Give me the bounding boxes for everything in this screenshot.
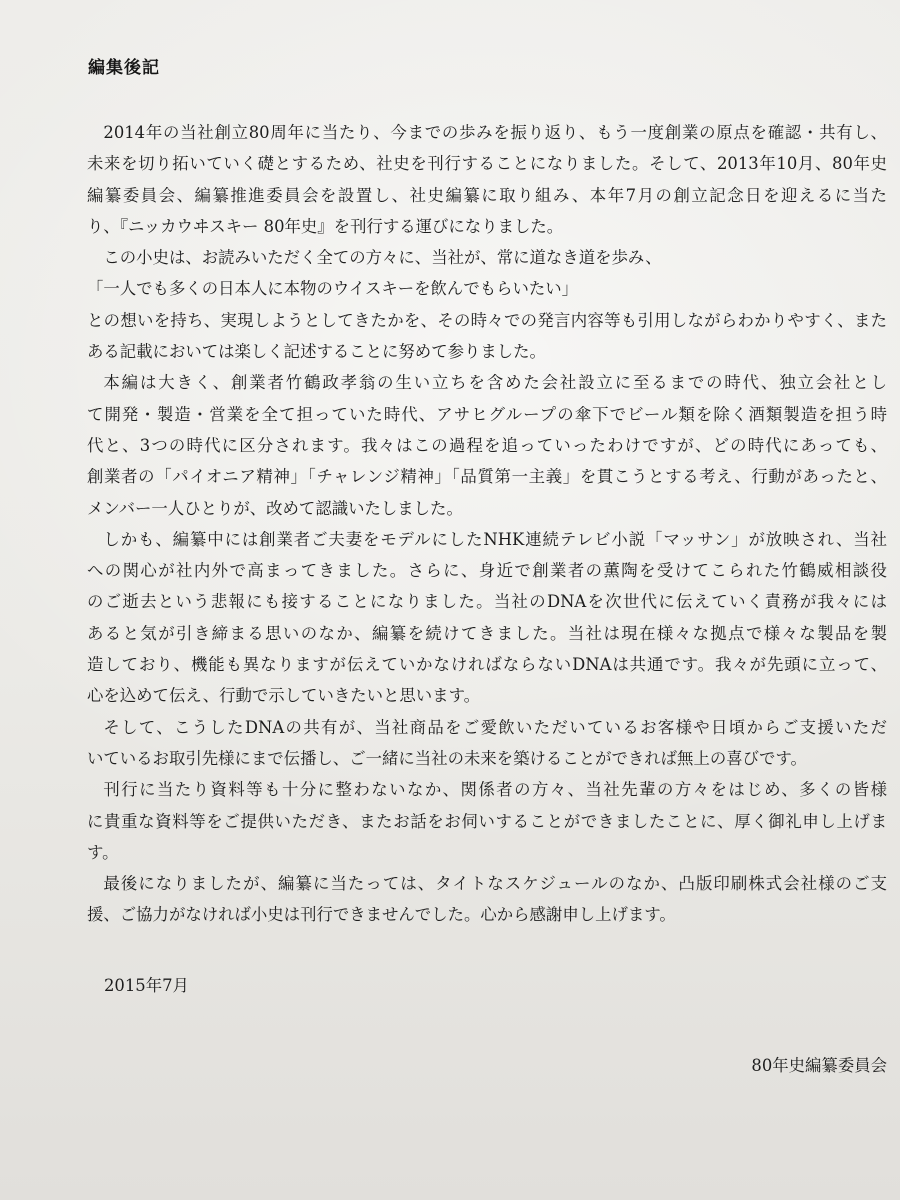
paragraph-7-line-1: 最後になりましたが、編纂に当たっては、タイトなスケジュールのなか、凸版印刷株式会社様のご支 [103, 874, 887, 894]
paragraph-5 [87, 712, 887, 775]
page-title: 編集後記 [88, 58, 160, 78]
paragraph-6-line-3: す。 [87, 842, 119, 862]
signature: 80年史編纂委員会 [751, 1056, 887, 1075]
publication-date: 2015年7月 [104, 976, 189, 995]
paragraph-2-line-4: ある記載においては楽しく記述することに努めて参りました。 [87, 342, 546, 362]
paragraph-3-line-5: メンバー一人ひとりが、改めて認識いたしました。 [87, 498, 463, 518]
paragraph-1 [87, 117, 887, 242]
paragraph-4-line-2: への関心が社内外で高まってきました。さらに、身近で創業者の薫陶を受けてこられた竹鶴威相談役 [87, 561, 887, 581]
paragraph-4-line-1: しかも、編纂中には創業者ご夫妻をモデルにしたNHK連続テレビ小説「マッサン」が放映され、当社 [103, 529, 887, 549]
paragraph-3 [87, 367, 887, 523]
paragraph-2 [87, 242, 887, 367]
paragraph-7 [87, 868, 887, 931]
paragraph-6 [87, 774, 887, 868]
paragraph-3-line-3: 代と、3つの時代に区分されます。我々はこの過程を追っていったわけですが、どの時代にあっても、 [87, 435, 887, 455]
paragraph-3-line-2: て開発・製造・営業を全て担っていた時代、アサヒグループの傘下でビール類を除く酒類製造を担う時 [87, 404, 887, 424]
paragraph-4-line-5: 造しており、機能も異なりますが伝えていかなければならないDNAは共通です。我々が先頭に立って、 [87, 655, 887, 675]
paragraph-5-line-1: そして、こうしたDNAの共有が、当社商品をご愛飲いただいているお客様や日頃からご支援いただ [103, 717, 887, 737]
paragraph-2-line-3: との想いを持ち、実現しようとしてきたかを、その時々での発言内容等も引用しながらわかりやすく、また [87, 310, 887, 330]
paragraph-6-line-1: 刊行に当たり資料等も十分に整わないなか、関係者の方々、当社先輩の方々をはじめ、多くの皆様 [103, 780, 887, 800]
paragraph-2-line-1: この小史は、お読みいただく全ての方々に、当社が、常に道なき道を歩み、 [103, 248, 662, 268]
paragraph-4-line-3: のご逝去という悲報にも接することになりました。当社のDNAを次世代に伝えていく責務が我々には [87, 592, 887, 612]
paragraph-7-line-2: 援、ご協力がなければ小史は刊行できませんでした。心から感謝申し上げます。 [87, 905, 676, 925]
paragraph-3-line-4: 創業者の「パイオニア精神」「チャレンジ精神」「品質第一主義」を貫こうとする考え、行動があったと、 [87, 467, 887, 487]
paragraph-6-line-2: に貴重な資料等をご提供いただき、またお話をお伺いすることができましたことに、厚く御礼申し上げま [87, 811, 887, 831]
paragraph-4 [87, 524, 887, 712]
paragraph-2-quote-line: 「一人でも多くの日本人に本物のウイスキーを飲んでもらいたい」 [87, 279, 579, 299]
paragraph-3-line-1: 本編は大きく、創業者竹鶴政孝翁の生い立ちを含めた会社設立に至るまでの時代、独立会社とし [103, 373, 887, 393]
paragraph-1-line-4: り、『ニッカウヰスキー 80年史』を刊行する運びになりました。 [87, 216, 564, 236]
paragraph-4-line-6: 心を込めて伝え、行動で示していきたいと思います。 [87, 686, 481, 706]
body-text [87, 117, 887, 931]
paragraph-5-line-2: いているお取引先様にまで伝播し、ご一緒に当社の未来を築けることができれば無上の喜びです。 [87, 748, 807, 768]
paragraph-1-line-1: 2014年の当社創立80周年に当たり、今までの歩みを振り返り、もう一度創業の原点を確認・共有し、 [103, 123, 887, 142]
paragraph-4-line-4: あると気が引き締まる思いのなか、編纂を続けてきました。当社は現在様々な拠点で様々な製品を製 [87, 623, 887, 643]
paragraph-1-line-2: 未来を切り拓いていく礎とするため、社史を刊行することになりました。そして、2013年10月、80年史 [87, 154, 887, 174]
paragraph-1-line-3: 編纂委員会、編纂推進委員会を設置し、社史編纂に取り組み、本年7月の創立記念日を迎えるに当た [87, 185, 887, 205]
